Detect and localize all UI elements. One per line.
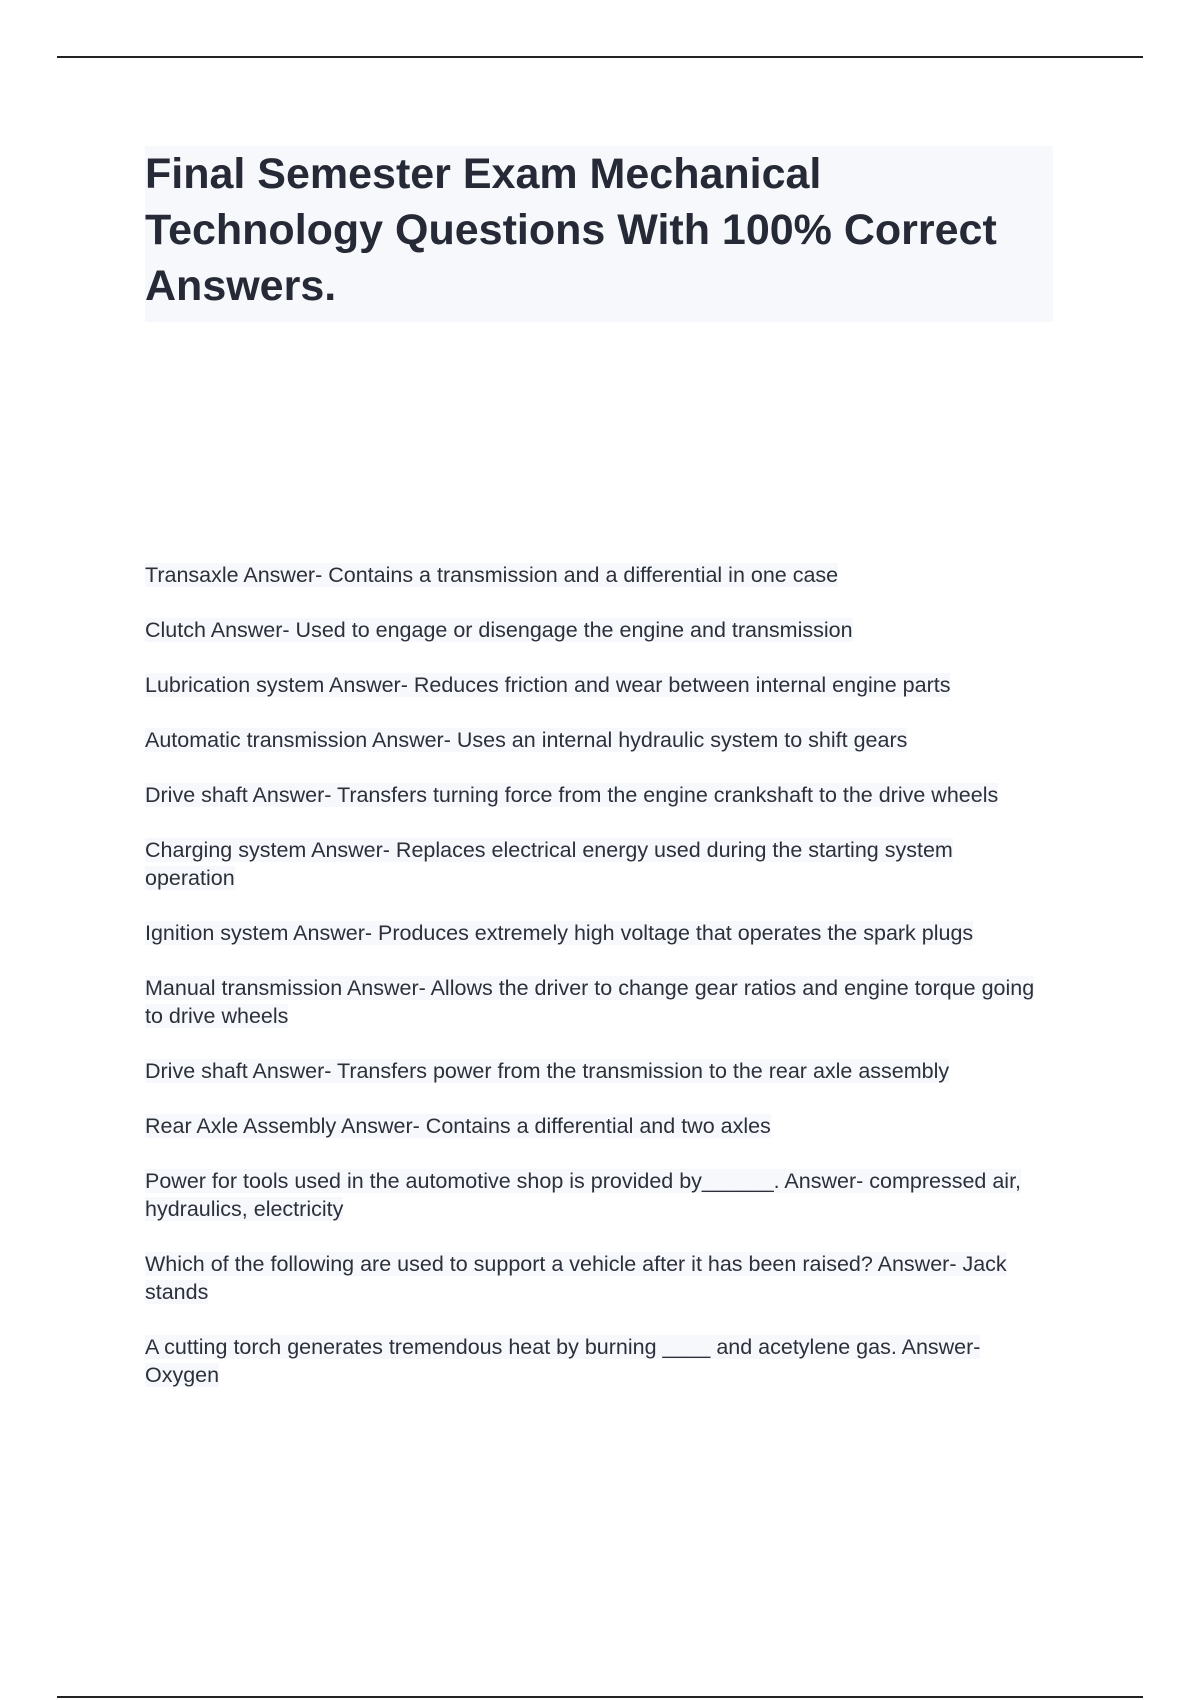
qa-item [145, 781, 1045, 809]
qa-item [145, 726, 1045, 754]
qa-item [145, 1333, 1045, 1389]
qa-text: Drive shaft Answer- Transfers power from the transmission to the rear axle assembly [145, 1059, 950, 1083]
document-title: Final Semester Exam Mechanical Technology Questions With 100% Correct Answers. [145, 150, 997, 310]
qa-item [145, 1250, 1045, 1306]
qa-text: Charging system Answer- Replaces electrical energy used during the starting system operation [145, 838, 953, 890]
qa-text: Which of the following are used to support a vehicle after it has been raised? Answer- Jack stands [145, 1252, 1007, 1304]
qa-item [145, 561, 1045, 589]
qa-item [145, 616, 1045, 644]
qa-text: Drive shaft Answer- Transfers turning force from the engine crankshaft to the drive wheels [145, 783, 999, 807]
qa-item [145, 1167, 1045, 1223]
qa-text: Automatic transmission Answer- Uses an internal hydraulic system to shift gears [145, 728, 908, 752]
header-rule [57, 56, 1143, 58]
qa-item [145, 974, 1045, 1030]
title-block [145, 146, 1053, 322]
qa-text: Power for tools used in the automotive shop is provided by______. Answer- compressed air, hydraulics, electricity [145, 1169, 1022, 1221]
qa-item [145, 919, 1045, 947]
footer-rule [57, 1696, 1143, 1698]
qa-item [145, 671, 1045, 699]
qa-text: Manual transmission Answer- Allows the driver to change gear ratios and engine torque going to drive wheels [145, 976, 1035, 1028]
qa-item [145, 836, 1045, 892]
qa-text: Lubrication system Answer- Reduces friction and wear between internal engine parts [145, 673, 951, 697]
qa-text: Ignition system Answer- Produces extremely high voltage that operates the spark plugs [145, 921, 974, 945]
qa-text: Clutch Answer- Used to engage or disengage the engine and transmission [145, 618, 853, 642]
qa-item [145, 1112, 1045, 1140]
qa-item [145, 1057, 1045, 1085]
qa-text: Rear Axle Assembly Answer- Contains a differential and two axles [145, 1114, 771, 1138]
qa-list [145, 561, 1045, 1416]
qa-text: A cutting torch generates tremendous heat by burning ____ and acetylene gas. Answer- Oxygen [145, 1335, 981, 1387]
qa-text: Transaxle Answer- Contains a transmission and a differential in one case [145, 563, 839, 587]
